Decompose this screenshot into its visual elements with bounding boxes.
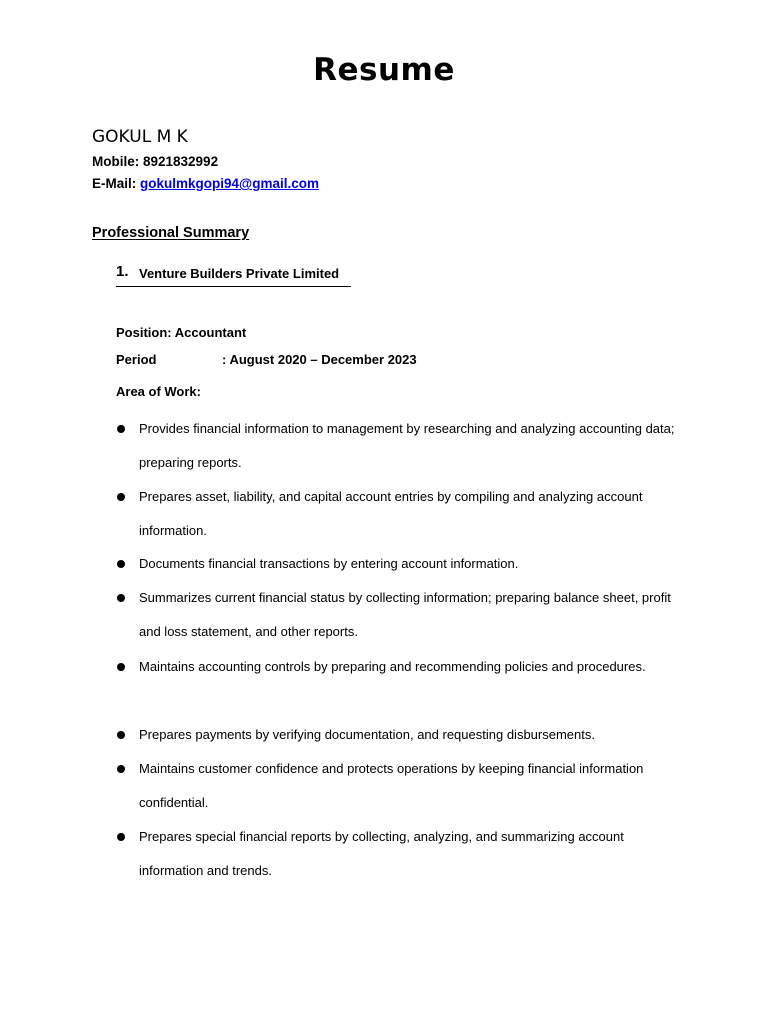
mobile-number: Mobile: 8921832992 [92, 154, 219, 169]
bullet-icon [117, 731, 125, 739]
duty-item [116, 659, 676, 693]
bullet-icon [117, 493, 125, 501]
company-name: Venture Builders Private Limited [139, 266, 340, 281]
candidate-name: GOKUL M K [92, 127, 188, 147]
bullet-icon [117, 765, 125, 773]
bullet-icon [117, 663, 125, 671]
duty-item [116, 421, 676, 489]
duty-text: Maintains customer confidence and protects operations by keeping financial information confidential. [139, 761, 644, 810]
duty-text: Documents financial transactions by entering account information. [139, 556, 519, 571]
period-label: Period [116, 352, 157, 367]
duty-item [116, 761, 676, 829]
period-value: : August 2020 – December 2023 [222, 352, 417, 367]
duty-text: Prepares special financial reports by collecting, analyzing, and summarizing account information and trends. [139, 829, 624, 878]
bullet-icon [117, 833, 125, 841]
email-label: E-Mail: [92, 176, 141, 191]
email-link[interactable]: gokulmkgopi94@gmail.com [140, 176, 319, 191]
duty-item [116, 829, 676, 897]
company-underline [116, 286, 351, 287]
bullet-icon [117, 425, 125, 433]
email-line [92, 176, 319, 191]
duty-text: Prepares asset, liability, and capital account entries by compiling and analyzing account information. [139, 489, 643, 538]
duty-item [116, 590, 676, 658]
duty-text: Maintains accounting controls by preparing and recommending policies and procedures. [139, 659, 646, 674]
duty-text: Prepares payments by verifying documentation, and requesting disbursements. [139, 727, 595, 742]
bullet-icon [117, 594, 125, 602]
duty-text: Provides financial information to management by researching and analyzing accounting data; preparing reports. [139, 421, 675, 470]
position-field: Position: Accountant [116, 325, 247, 340]
professional-summary-heading: Professional Summary [92, 225, 250, 241]
job-number: 1. [116, 263, 129, 280]
page-title: Resume [313, 52, 455, 88]
bullet-icon [117, 560, 125, 568]
duty-text: Summarizes current financial status by collecting information; preparing balance sheet, profit and loss statement, and other reports. [139, 590, 671, 639]
area-of-work-label: Area of Work: [116, 384, 201, 399]
